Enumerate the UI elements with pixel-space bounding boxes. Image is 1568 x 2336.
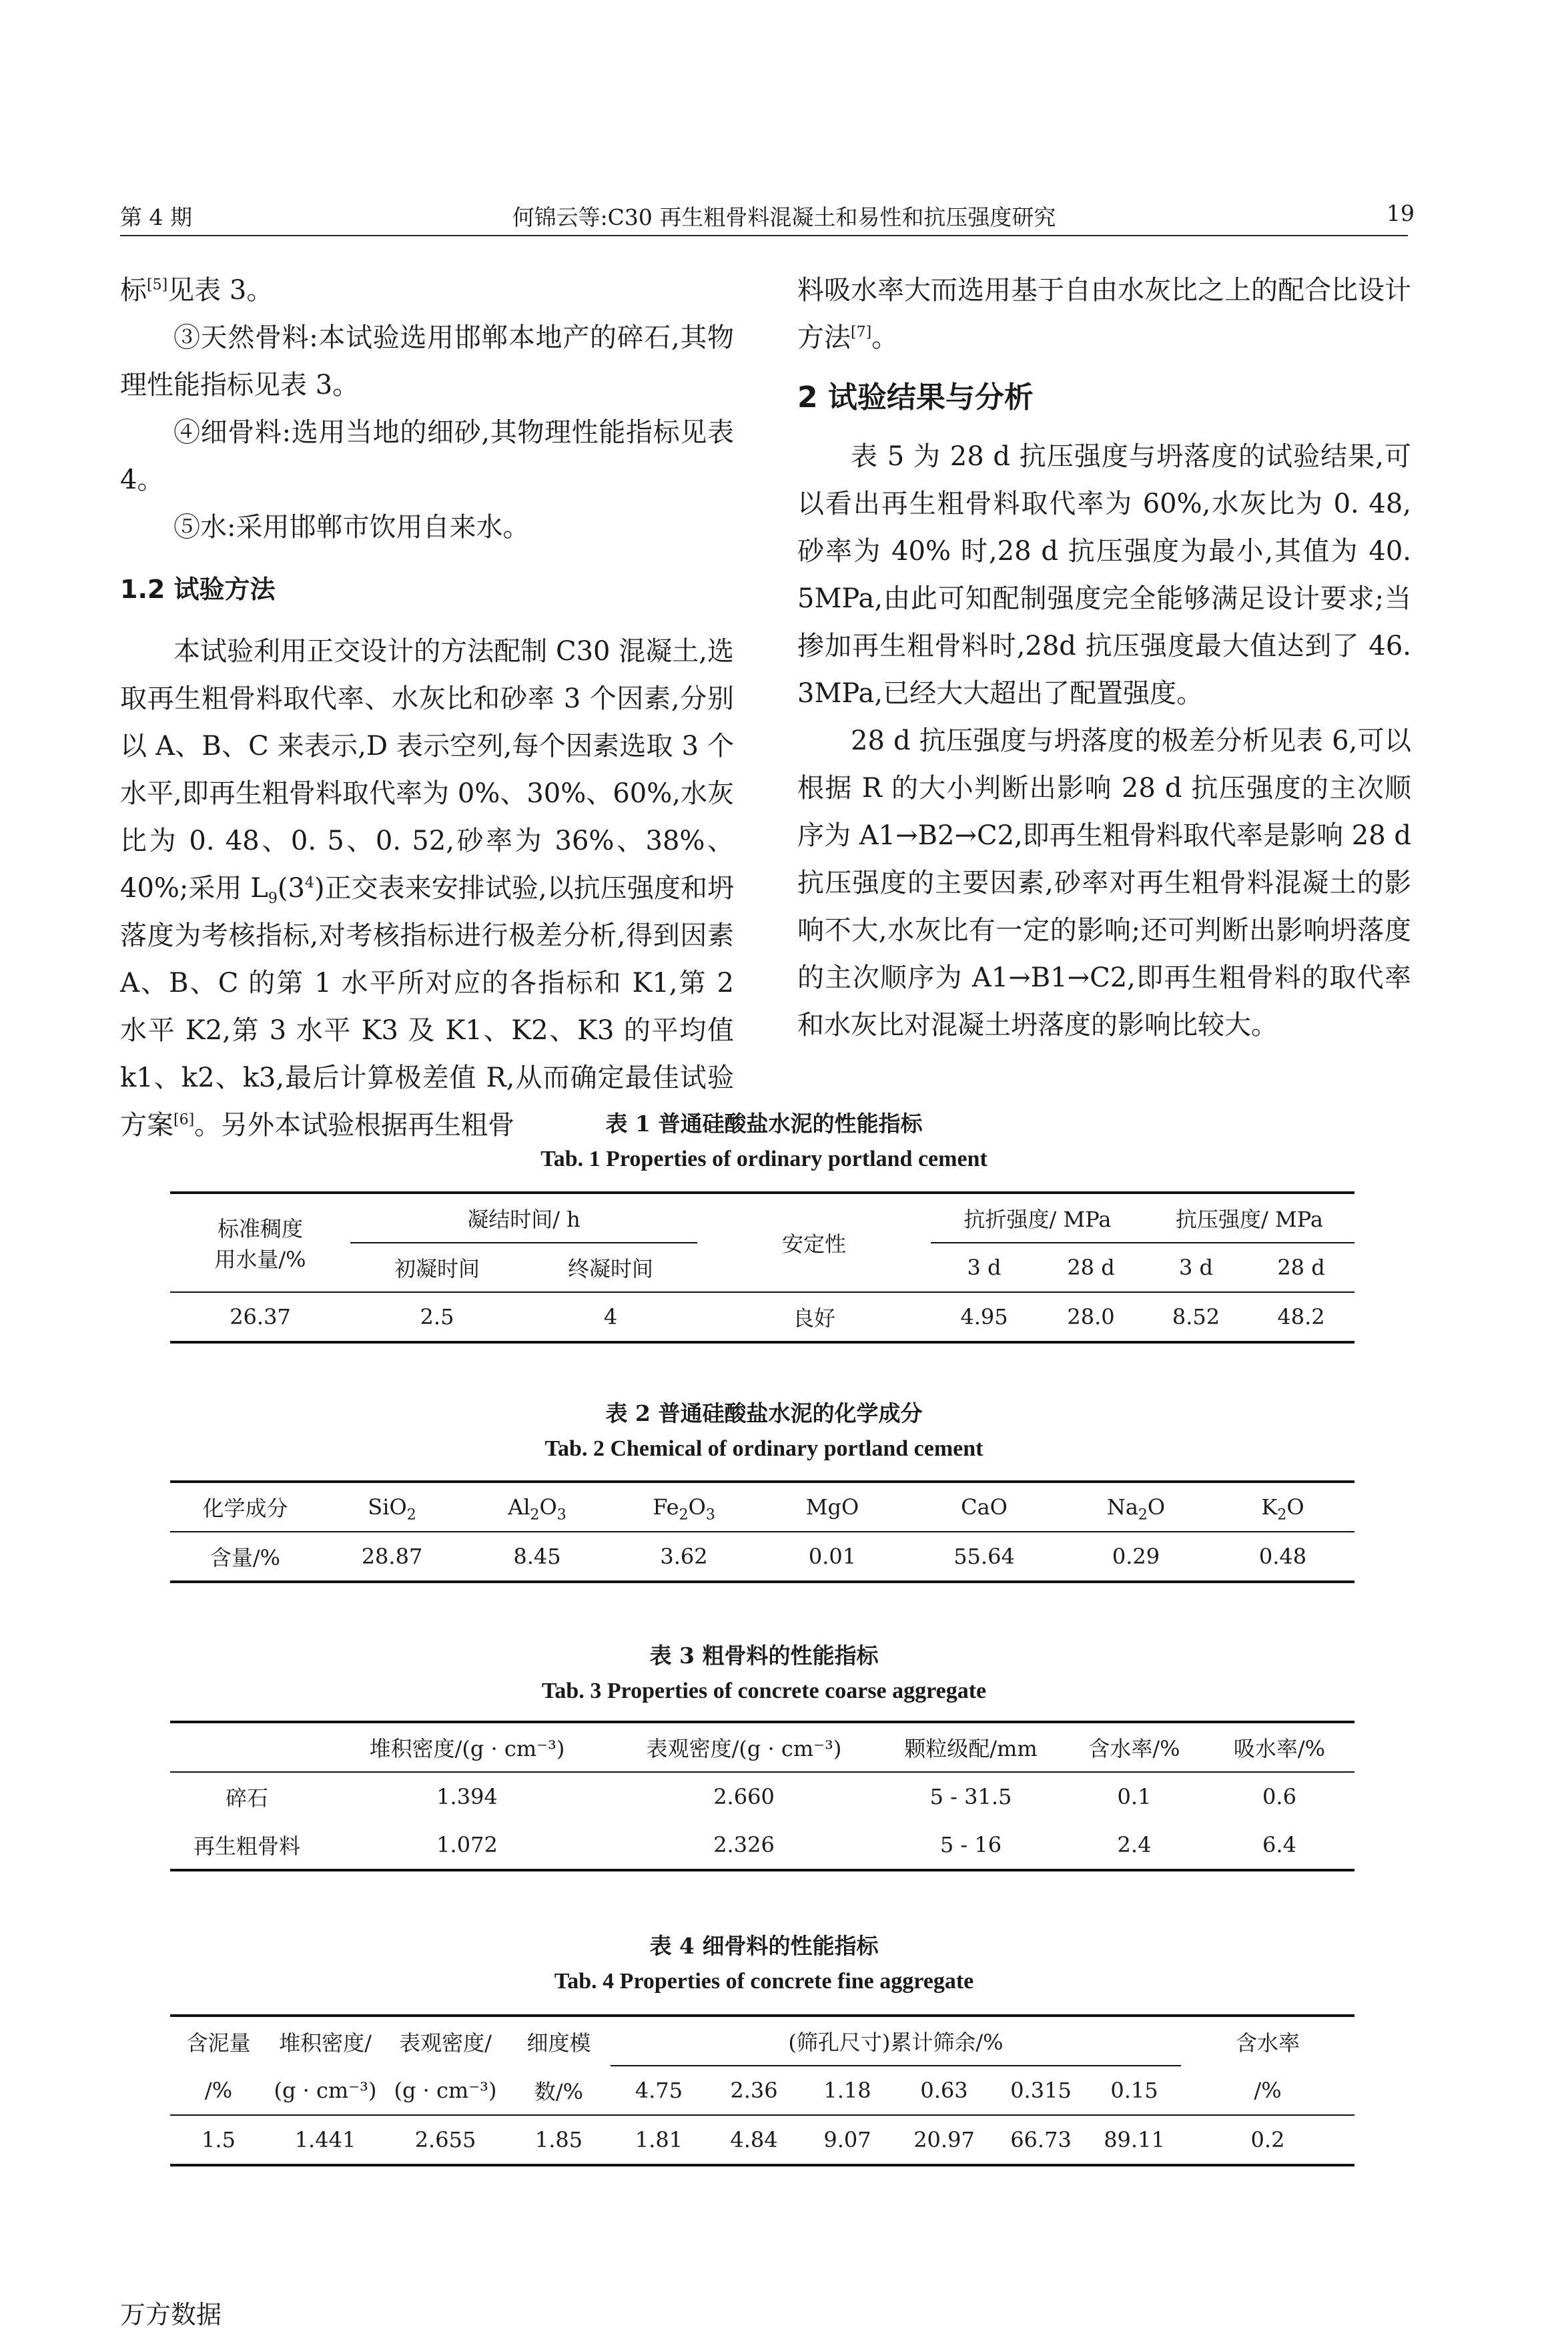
table-cell: 2.660 xyxy=(713,1784,775,1809)
table-header: 表观密度/(g · cm⁻³) xyxy=(646,1736,842,1761)
table-cell: 0.2 xyxy=(1250,2127,1285,2152)
table-header: 28 d xyxy=(1067,1255,1115,1280)
table2 xyxy=(170,1480,1354,1583)
table-header: 标准稠度 用水量/% xyxy=(214,1216,306,1272)
running-title: 何锦云等:C30 再生粗骨料混凝土和易性和抗压强度研究 xyxy=(512,204,1056,230)
table1-title-en: Tab. 1 Properties of ordinary portland cement xyxy=(540,1147,988,1171)
table-cell: 8.45 xyxy=(513,1544,561,1569)
table-header: /% xyxy=(1254,2077,1282,2103)
table-header: 2.36 xyxy=(730,2078,778,2103)
table-cell: 0.6 xyxy=(1262,1784,1296,1809)
table-header: 终凝时间 xyxy=(567,1256,653,1281)
table-header: 吸水率/% xyxy=(1233,1736,1326,1761)
citation: [6] xyxy=(173,1111,195,1129)
table-header: 凝结时间/ h xyxy=(350,1193,697,1243)
paragraph: 料吸水率大而选用基于自由水灰比之上的配合比设计方法[7]。 xyxy=(797,275,1411,353)
table-cell: 1.441 xyxy=(294,2127,356,2152)
table4-title-cn: 表 4 细骨料的性能指标 xyxy=(649,1933,879,1959)
citation: [7] xyxy=(851,324,872,341)
table-header: $Fe_2O_3$ xyxy=(653,1494,715,1524)
table-header: $Al_2O_3$ xyxy=(508,1494,566,1524)
table-header: 颗粒级配/mm xyxy=(904,1736,1038,1761)
section-heading: 1.2 试验方法 xyxy=(120,575,276,604)
page-number: 19 xyxy=(1387,200,1415,226)
table-header: 化学成分 xyxy=(202,1496,288,1521)
table-cell: 55.64 xyxy=(953,1544,1015,1569)
table-cell: 48.2 xyxy=(1277,1304,1325,1330)
paragraph: 本试验利用正交设计的方法配制 C30 混凝土,选取再生粗骨料取代率、水灰比和砂率 3 个因素,分别以 A、B、C 来表示,D 表示空列,每个因素选取 3 个水平,即再生粗骨料取代率为 0%、30%、60%,水灰比为 0. 48、0. 5、0. 52,砂率为 36%、38%、40%;采用 $L_9(3^4)$正交表来安排试验,以抗压强度和坍落度为考核指标,对考核指标进行极差分析,得到因素 A、B、C 的第 1 水平所对应的各指标和 K1,第 2 水平 K2,第 3 水平 K3 及 K1、K2、K3 的平均值 k1、k2、k3,最后计算极差值 R,从而确定最佳试验方案[6]。另外本试验根据再生粗骨 xyxy=(120,636,734,1141)
table3-title-cn: 表 3 粗骨料的性能指标 xyxy=(649,1643,879,1669)
table3 xyxy=(170,1721,1354,1871)
table-cell: 4.84 xyxy=(730,2127,778,2152)
table-header: $Na_2O$ xyxy=(1106,1494,1166,1524)
table-cell: 9.07 xyxy=(823,2127,871,2152)
table-cell: 再生粗骨料 xyxy=(193,1833,300,1859)
table-cell: 良好 xyxy=(792,1305,835,1331)
table-cell: 20.97 xyxy=(913,2127,975,2152)
table-header: 3 d xyxy=(967,1255,1002,1280)
table-cell: 26.37 xyxy=(230,1304,291,1330)
table2-title-en: Tab. 2 Chemical of ordinary portland cement xyxy=(544,1436,984,1461)
section-heading: 2 试验结果与分析 xyxy=(797,380,1034,414)
table-cell: 碎石 xyxy=(225,1785,268,1811)
table-cell: 1.072 xyxy=(436,1832,498,1857)
table-header: 抗压强度/ MPa xyxy=(1144,1193,1354,1243)
table-header: /% xyxy=(204,2077,233,2103)
table-header: 含水率/% xyxy=(1088,1736,1180,1761)
table-cell: 89.11 xyxy=(1104,2127,1165,2152)
issue-label: 第 4 期 xyxy=(120,204,192,230)
left-column xyxy=(120,267,734,1149)
table-cell: 1.85 xyxy=(534,2127,583,2152)
table-cell: 4.95 xyxy=(960,1304,1008,1330)
table-cell: 5 - 31.5 xyxy=(929,1784,1012,1809)
table-header: 安定性 xyxy=(781,1231,846,1257)
table-header: 含泥量 xyxy=(186,2030,251,2056)
table-header: $K_2O$ xyxy=(1261,1494,1304,1524)
table-header: 0.15 xyxy=(1110,2078,1158,2103)
table-header: 1.18 xyxy=(823,2078,871,2103)
paragraph: ⑤水:采用邯郸市饮用自来水。 xyxy=(173,512,530,543)
table-header: 堆积密度/ xyxy=(279,2030,372,2056)
footer-watermark: 万方数据 xyxy=(120,2301,222,2329)
table-header: 数/% xyxy=(534,2078,584,2104)
table-cell: 2.326 xyxy=(713,1832,775,1857)
table3-title-en: Tab. 3 Properties of concrete coarse aggregate xyxy=(541,1679,987,1703)
right-column xyxy=(797,267,1411,1049)
table-header: 初凝时间 xyxy=(394,1256,480,1281)
table-header: CaO xyxy=(961,1494,1008,1520)
table-cell: 1.81 xyxy=(635,2127,683,2152)
table-cell: 4 xyxy=(603,1304,618,1330)
table-cell: 6.4 xyxy=(1262,1832,1296,1857)
paragraph: 标[5]见表 3。 xyxy=(120,275,274,306)
table-header: 28 d xyxy=(1277,1255,1325,1280)
table1-title-cn: 表 1 普通硅酸盐水泥的性能指标 xyxy=(605,1111,923,1137)
table-cell: 0.29 xyxy=(1112,1544,1160,1569)
table-header: (g · cm⁻³) xyxy=(274,2077,377,2103)
table-header: 表观密度/ xyxy=(399,2030,492,2056)
table-cell: 0.01 xyxy=(808,1544,857,1569)
paragraph: 表 5 为 28 d 抗压强度与坍落度的试验结果,可以看出再生粗骨料取代率为 60%,水灰比为 0. 48,砂率为 40% 时,28 d 抗压强度为最小,其值为 40. 5MPa,由此可知配制强度完全能够满足设计要求;当掺加再生粗骨料时,28d 抗压强度最大值达到了 46. 3MPa,已经大大超出了配置强度。 xyxy=(797,441,1411,709)
table4 xyxy=(170,2014,1354,2166)
table-cell: 1.394 xyxy=(436,1784,498,1809)
table-cell: 28.0 xyxy=(1067,1304,1115,1330)
table-header: 0.315 xyxy=(1010,2078,1072,2103)
table-header: 堆积密度/(g · cm⁻³) xyxy=(369,1736,565,1761)
table-header: SiO$_2$ xyxy=(368,1494,416,1524)
table-header: 细度模 xyxy=(526,2030,591,2056)
header-rule xyxy=(120,235,1408,236)
table-cell: 0.48 xyxy=(1258,1544,1307,1569)
table-header: 含水率 xyxy=(1235,2030,1300,2056)
table-cell: 3.62 xyxy=(660,1544,708,1569)
table-cell: 含量/% xyxy=(210,1545,281,1570)
table-header xyxy=(170,1722,324,1772)
table-cell: 66.73 xyxy=(1010,2127,1072,2152)
paragraph: ③天然骨料:本试验选用邯郸本地产的碎石,其物理性能指标见表 3。 xyxy=(120,322,734,400)
table-cell: 5 - 16 xyxy=(939,1832,1002,1857)
table4-title-en: Tab. 4 Properties of concrete fine aggregate xyxy=(554,1969,974,1994)
paragraph: 28 d 抗压强度与坍落度的极差分析见表 6,可以根据 R 的大小判断出影响 28 d 抗压强度的主次顺序为 A1→B2→C2,即再生粗骨料取代率是影响 28 d 抗压强度的主要因素,砂率对再生粗骨料混凝土的影响不大,水灰比有一定的影响;还可判断出影响坍落度的主次顺序为 A1→B1→C2,即再生粗骨料的取代率和水灰比对混凝土坍落度的影响比较大。 xyxy=(797,725,1411,1041)
table-header: 4.75 xyxy=(635,2078,683,2103)
table-header: (筛孔尺寸)累计筛余/% xyxy=(611,2016,1181,2066)
paragraph: ④细骨料:选用当地的细砂,其物理性能指标见表 4。 xyxy=(120,417,734,495)
table-header: (g · cm⁻³) xyxy=(394,2077,497,2103)
table2-title-cn: 表 2 普通硅酸盐水泥的化学成分 xyxy=(605,1400,923,1426)
table-header: 0.63 xyxy=(920,2078,968,2103)
table-header: MgO xyxy=(805,1494,859,1520)
table-cell: 8.52 xyxy=(1172,1304,1220,1330)
table-cell: 2.4 xyxy=(1117,1832,1152,1857)
table-cell: 1.5 xyxy=(202,2127,236,2152)
table-cell: 28.87 xyxy=(361,1544,423,1569)
table-cell: 2.655 xyxy=(414,2127,476,2152)
citation: [5] xyxy=(147,276,168,294)
table-header: 3 d xyxy=(1178,1255,1213,1280)
table1 xyxy=(170,1191,1354,1344)
table-header: 抗折强度/ MPa xyxy=(931,1193,1144,1243)
table-cell: 0.1 xyxy=(1117,1784,1152,1809)
table-cell: 2.5 xyxy=(420,1304,454,1330)
